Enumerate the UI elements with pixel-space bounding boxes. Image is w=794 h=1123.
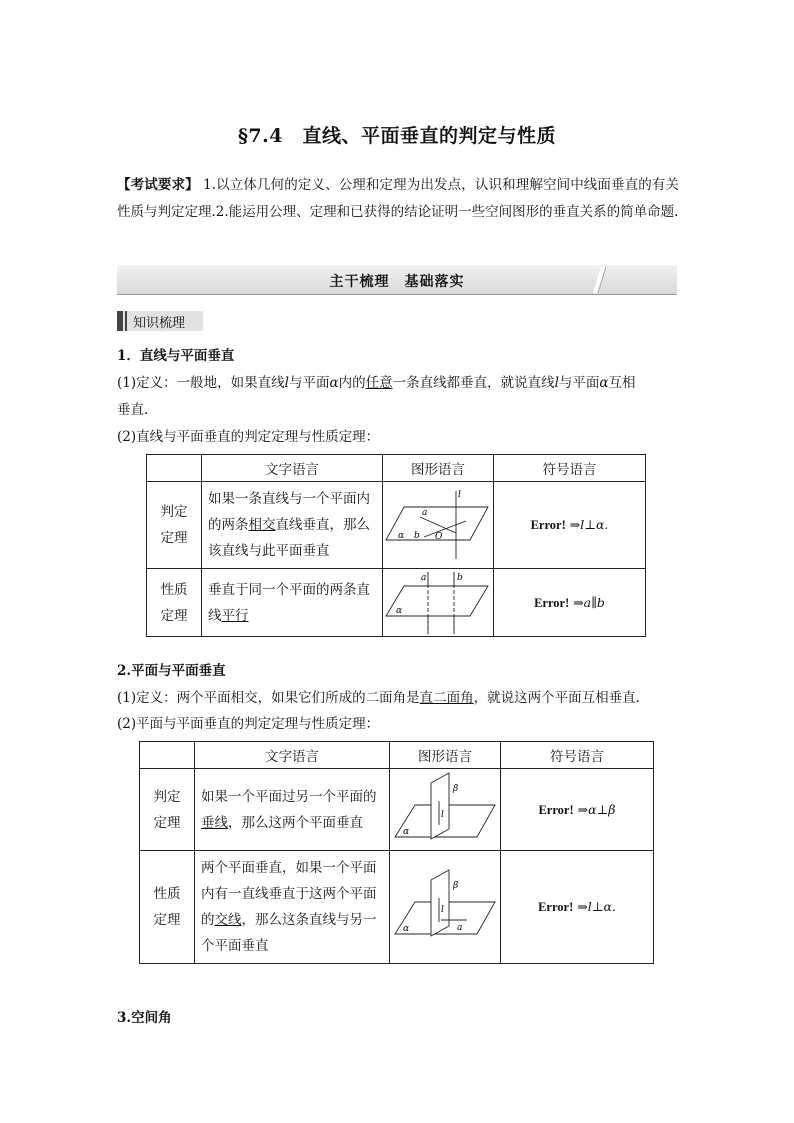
symbol-error: Error! bbox=[534, 595, 570, 610]
table-header: 图形语言 bbox=[390, 742, 501, 769]
table-header-row bbox=[140, 742, 654, 769]
row-head bbox=[140, 851, 195, 964]
s2-subheading: (2)平面与平面垂直的判定定理与性质定理： bbox=[117, 716, 380, 732]
banner-text: 主干梳理 基础落实 bbox=[329, 274, 465, 290]
tag-thin-bar-icon bbox=[125, 311, 127, 331]
fig-label: α bbox=[403, 924, 410, 934]
row-head-text: 性质 bbox=[160, 581, 188, 598]
s1-def-text: 与平面 bbox=[288, 375, 330, 391]
table-row bbox=[147, 569, 646, 637]
s2-heading: 2.平面与平面垂直 bbox=[117, 663, 226, 679]
desc-text: 如果一条直线与一个平面内的两条 bbox=[208, 491, 370, 533]
row-head-text: 定理 bbox=[153, 912, 181, 928]
s1-subheading: (2)直线与平面垂直的判定定理与性质定理： bbox=[117, 429, 380, 445]
s1-definition-cont: 垂直. bbox=[117, 402, 149, 418]
desc-text: 垂直于同一个平面的两条直线 bbox=[208, 581, 370, 624]
row-figure bbox=[383, 569, 494, 637]
fig-label: a bbox=[457, 923, 463, 933]
symbol-text: ⇒α⊥β bbox=[573, 801, 616, 817]
line-plane-table bbox=[146, 454, 646, 637]
row-description bbox=[202, 482, 383, 569]
row-head-text: 性质 bbox=[153, 886, 181, 902]
row-description bbox=[195, 769, 390, 851]
row-head-text: 判定 bbox=[153, 788, 181, 805]
s1-def-text: 内的 bbox=[338, 375, 366, 391]
s1-definition bbox=[117, 373, 679, 393]
desc-keyword: 平行 bbox=[221, 607, 249, 624]
s3-heading: 3.空间角 bbox=[117, 1010, 172, 1026]
line-perpendicular-plane-figure bbox=[384, 485, 492, 565]
s1-def-keyword: 任意 bbox=[365, 375, 393, 391]
table-header: 文字语言 bbox=[195, 742, 390, 769]
desc-text: ，那么这两个平面垂直 bbox=[228, 814, 363, 831]
row-figure bbox=[390, 769, 501, 851]
s1-def-symbol: α bbox=[329, 375, 339, 391]
s1-def-text: 互相 bbox=[608, 375, 636, 391]
desc-text: 如果一个平面过另一个平面的 bbox=[201, 788, 377, 805]
table-header: 图形语言 bbox=[383, 455, 494, 482]
s2-def-text: ，就说这两个平面互相垂直. bbox=[473, 690, 640, 706]
row-description bbox=[195, 851, 390, 964]
fig-label: b bbox=[414, 531, 420, 541]
s2-def-text: (1)定义：两个平面相交，如果它们所成的二面角是 bbox=[117, 690, 420, 706]
plane-perpendicular-property-figure bbox=[391, 868, 499, 946]
symbol-text: ⇒l⊥α. bbox=[573, 899, 616, 914]
row-head-text: 判定 bbox=[160, 504, 188, 520]
desc-keyword: 相交 bbox=[248, 517, 276, 533]
row-symbol bbox=[494, 569, 646, 637]
desc-text: 直线垂直，那么该直线与此平面垂直 bbox=[208, 517, 370, 559]
fig-label: b bbox=[457, 572, 463, 583]
row-head bbox=[140, 769, 195, 851]
fig-label: l bbox=[441, 905, 444, 915]
s1-def-symbol: α bbox=[599, 375, 609, 391]
fig-label: O bbox=[435, 532, 443, 542]
symbol-text: ⇒a∥b bbox=[569, 594, 605, 610]
perpendicular-planes-figure bbox=[391, 771, 499, 849]
plane-plane-table bbox=[139, 741, 654, 964]
table-header: 符号语言 bbox=[501, 742, 654, 769]
fig-label: l bbox=[441, 809, 444, 820]
table-header bbox=[147, 455, 202, 482]
section-tag bbox=[117, 311, 203, 331]
table-header: 符号语言 bbox=[494, 455, 646, 482]
table-header: 文字语言 bbox=[202, 455, 383, 482]
table-row bbox=[140, 769, 654, 851]
fig-label: a bbox=[421, 572, 427, 583]
row-figure bbox=[390, 851, 501, 964]
fig-label: α bbox=[396, 605, 403, 616]
requirements-text: 1.以立体几何的定义、公理和定理为出发点，认识和理解空间中线面垂直的有关性质与判定定理.2.能运用公理、定理和已获得的结论证明一些空间图形的垂直关系的简单命题. bbox=[117, 177, 680, 220]
section-banner bbox=[117, 265, 677, 294]
row-symbol bbox=[494, 482, 646, 569]
row-figure bbox=[383, 482, 494, 569]
fig-label: β bbox=[453, 881, 459, 891]
s2-def-keyword: 直二面角 bbox=[419, 690, 474, 706]
symbol-error: Error! bbox=[538, 802, 574, 817]
s1-def-symbol: l bbox=[284, 375, 289, 391]
s1-def-text: 一条直线都垂直，就说直线 bbox=[392, 375, 555, 391]
desc-keyword: 交线 bbox=[214, 912, 242, 928]
row-head bbox=[147, 569, 202, 637]
s2-definition bbox=[117, 688, 679, 708]
requirements-tag: 【考试要求】 bbox=[117, 177, 199, 193]
row-head-text: 定理 bbox=[153, 814, 181, 831]
page-title: §7.4 直线、平面垂直的判定与性质 bbox=[238, 125, 556, 147]
fig-label: α bbox=[398, 531, 405, 541]
fig-label: a bbox=[422, 508, 428, 518]
desc-text: 两个平面垂直，如果一个平面内有一直线垂直于这两个平面的 bbox=[201, 860, 377, 928]
row-symbol bbox=[501, 851, 654, 964]
symbol-error: Error! bbox=[530, 518, 566, 532]
fig-label: α bbox=[403, 826, 410, 837]
s1-def-symbol: l bbox=[554, 375, 559, 391]
exam-requirements bbox=[117, 172, 679, 226]
desc-keyword: 垂线 bbox=[201, 814, 228, 831]
table-header bbox=[140, 742, 195, 769]
symbol-error: Error! bbox=[538, 900, 574, 914]
s1-heading: 1．直线与平面垂直 bbox=[117, 348, 235, 364]
table-header-row bbox=[147, 455, 646, 482]
row-description bbox=[202, 569, 383, 637]
row-head-text: 定理 bbox=[160, 607, 188, 624]
table-row bbox=[140, 851, 654, 964]
s1-def-text: 与平面 bbox=[558, 375, 600, 391]
desc-text: ，那么这条直线与另一个平面垂直 bbox=[201, 912, 377, 954]
parallel-lines-figure bbox=[384, 570, 492, 636]
row-symbol bbox=[501, 769, 654, 851]
symbol-text: ⇒l⊥α. bbox=[565, 517, 609, 532]
section-tag-label: 知识梳理 bbox=[133, 315, 186, 331]
fig-label: β bbox=[453, 783, 459, 794]
s1-def-text: (1)定义：一般地，如果直线 bbox=[117, 375, 285, 391]
row-head bbox=[147, 482, 202, 569]
row-head-text: 定理 bbox=[160, 530, 188, 546]
table-row bbox=[147, 482, 646, 569]
tag-bar-icon bbox=[117, 311, 123, 331]
fig-label: l bbox=[458, 490, 461, 500]
